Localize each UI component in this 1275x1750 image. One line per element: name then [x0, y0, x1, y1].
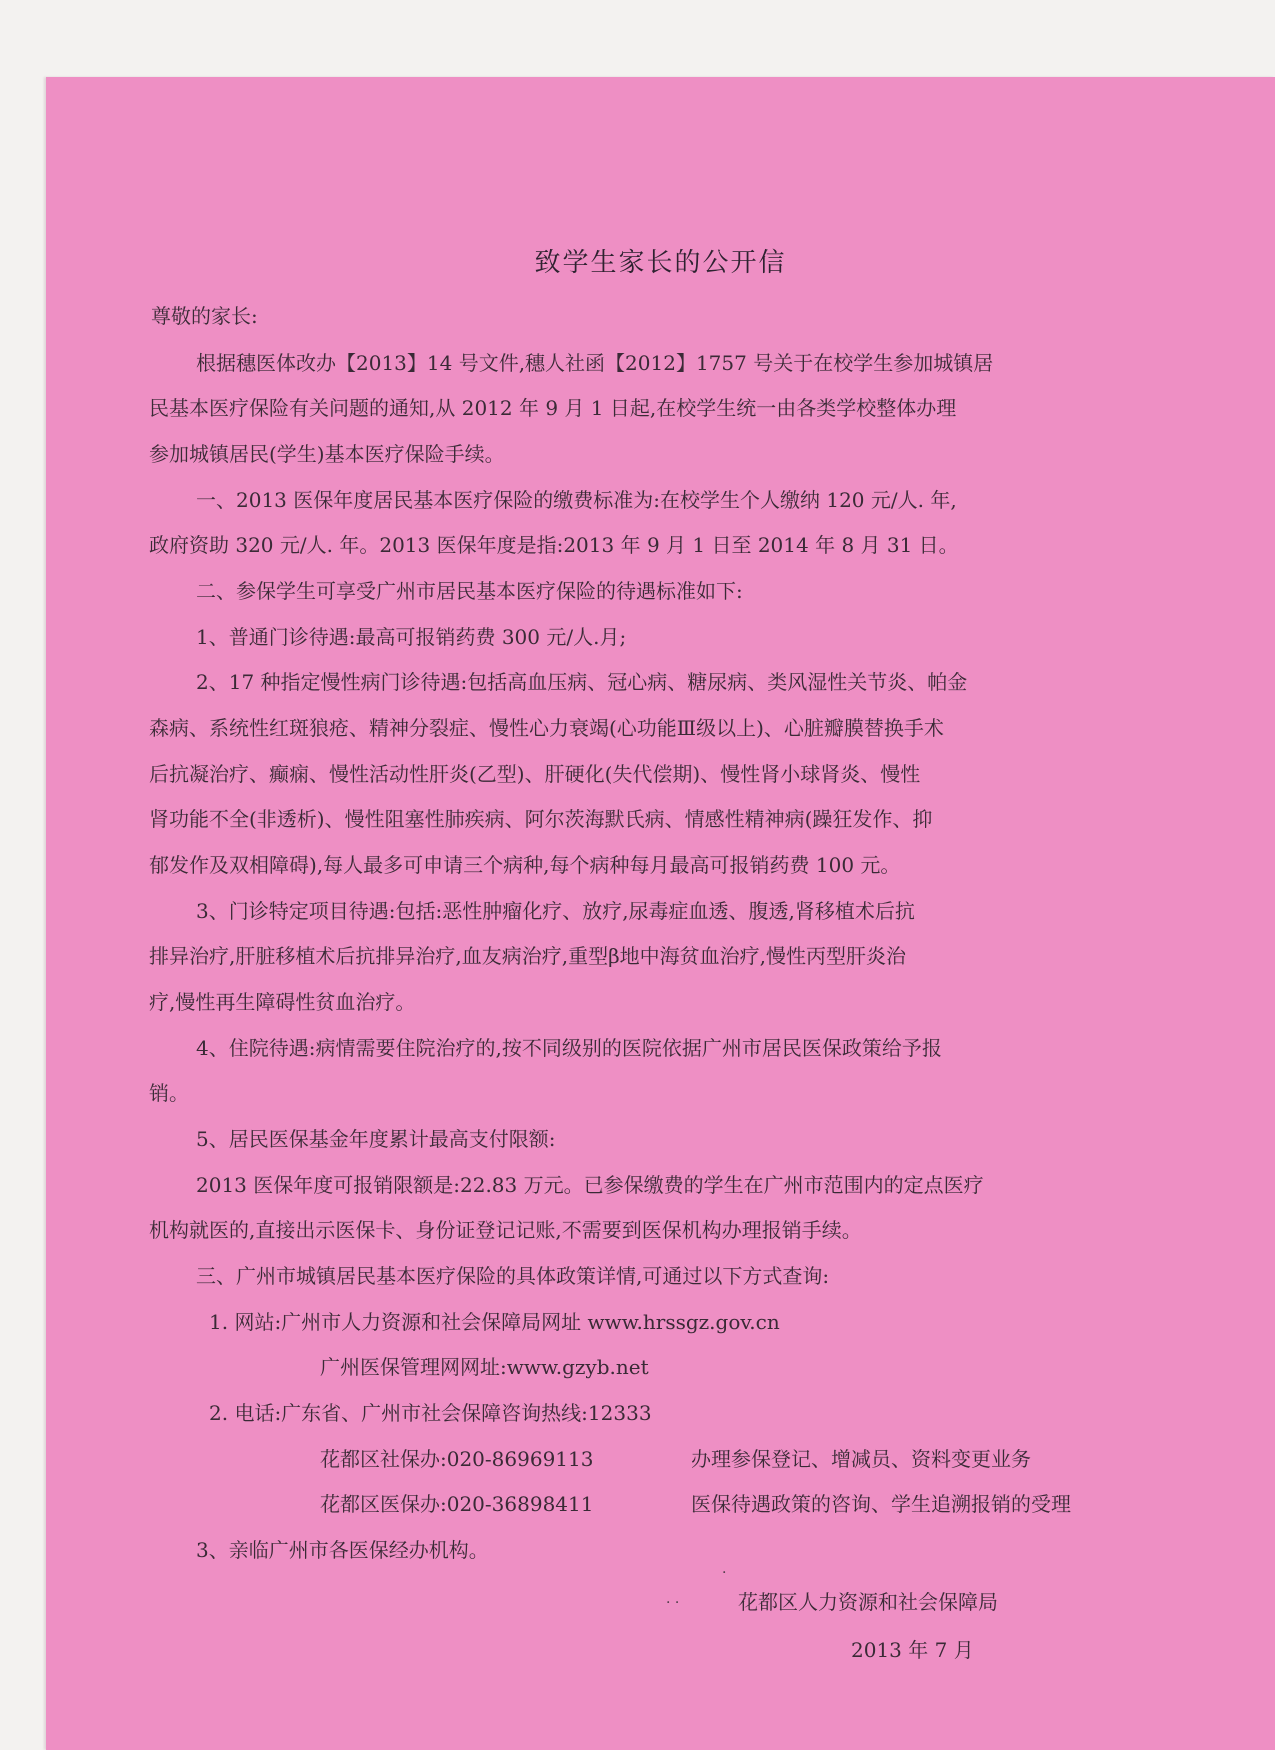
scan-speck: · — [722, 1565, 727, 1581]
medical-insurance-office-desc: 医保待遇政策的咨询、学生追溯报销的受理 — [691, 1492, 1071, 1516]
section1-line-2: 政府资助 320 元/人. 年。2013 医保年度是指:2013 年 9 月 1 日至 2014 年 8 月 31 日。 — [149, 533, 959, 557]
signature-issuer: 花都区人力资源和社会保障局 — [738, 1590, 998, 1614]
social-security-office-desc: 办理参保登记、增减员、资料变更业务 — [691, 1447, 1031, 1471]
item3-line-3: 疗,慢性再生障碍性贫血治疗。 — [149, 990, 416, 1014]
item5-line-1: 2013 医保年度可报销限额是:22.83 万元。已参保缴费的学生在广州市范围内的定点医疗 — [196, 1173, 984, 1197]
item2-line-1: 2、17 种指定慢性病门诊待遇:包括高血压病、冠心病、糖尿病、类风湿性关节炎、帕金 — [196, 670, 968, 694]
item2-line-2: 森病、系统性红斑狼疮、精神分裂症、慢性心力衰竭(心功能Ⅲ级以上)、心脏瓣膜替换手术 — [149, 716, 944, 740]
item2-line-4: 肾功能不全(非透析)、慢性阻塞性肺疾病、阿尔茨海默氏病、情感性精神病(躁狂发作、抑 — [149, 807, 933, 831]
website-line-1: 1. 网站:广州市人力资源和社会保障局网址 www.hrssgz.gov.cn — [209, 1310, 780, 1334]
item4-line-2: 销。 — [149, 1081, 189, 1105]
intro-line-1: 根据穗医体改办【2013】14 号文件,穗人社函【2012】1757 号关于在校学生参加城镇居 — [196, 351, 994, 375]
item3-line-1: 3、门诊特定项目待遇:包括:恶性肿瘤化疗、放疗,尿毒症血透、腹透,肾移植术后抗 — [196, 899, 915, 923]
signature-date: 2013 年 7 月 — [851, 1638, 974, 1662]
social-security-office-phone: 花都区社保办:020-86969113 — [320, 1447, 594, 1471]
item2-line-3: 后抗凝治疗、癫痫、慢性活动性肝炎(乙型)、肝硬化(失代偿期)、慢性肾小球肾炎、慢性 — [149, 762, 921, 786]
item5-heading: 5、居民医保基金年度累计最高支付限额: — [196, 1127, 556, 1151]
item2-line-5: 郁发作及双相障碍),每人最多可申请三个病种,每个病种每月最高可报销药费 100 元。 — [149, 853, 901, 877]
section3-heading: 三、广州市城镇居民基本医疗保险的具体政策详情,可通过以下方式查询: — [196, 1264, 830, 1288]
pink-letter-sheet — [46, 77, 1275, 1750]
letter-title: 致学生家长的公开信 — [534, 248, 787, 278]
intro-line-3: 参加城镇居民(学生)基本医疗保险手续。 — [149, 442, 505, 466]
item1-outpatient: 1、普通门诊待遇:最高可报销药费 300 元/人.月; — [196, 625, 627, 649]
section1-line-1: 一、2013 医保年度居民基本医疗保险的缴费标准为:在校学生个人缴纳 120 元/人. 年, — [196, 488, 957, 512]
item3-line-2: 排异治疗,肝脏移植术后抗排异治疗,血友病治疗,重型β地中海贫血治疗,慢性丙型肝炎治 — [149, 944, 906, 968]
website-line-2: 广州医保管理网网址:www.gzyb.net — [320, 1355, 649, 1379]
item5-line-2: 机构就医的,直接出示医保卡、身份证登记记账,不需要到医保机构办理报销手续。 — [149, 1218, 862, 1242]
section2-heading: 二、参保学生可享受广州市居民基本医疗保险的待遇标准如下: — [196, 579, 743, 603]
visit-line: 3、亲临广州市各医保经办机构。 — [196, 1538, 489, 1562]
item4-line-1: 4、住院待遇:病情需要住院治疗的,按不同级别的医院依据广州市居民医保政策给予报 — [196, 1036, 942, 1060]
salutation: 尊敬的家长: — [151, 304, 258, 328]
intro-line-2: 民基本医疗保险有关问题的通知,从 2012 年 9 月 1 日起,在校学生统一由各类学校整体办理 — [149, 396, 957, 420]
medical-insurance-office-phone: 花都区医保办:020-36898411 — [320, 1492, 594, 1516]
scan-speck: · · — [666, 1595, 680, 1611]
phone-hotline: 2. 电话:广东省、广州市社会保障咨询热线:12333 — [209, 1401, 652, 1425]
